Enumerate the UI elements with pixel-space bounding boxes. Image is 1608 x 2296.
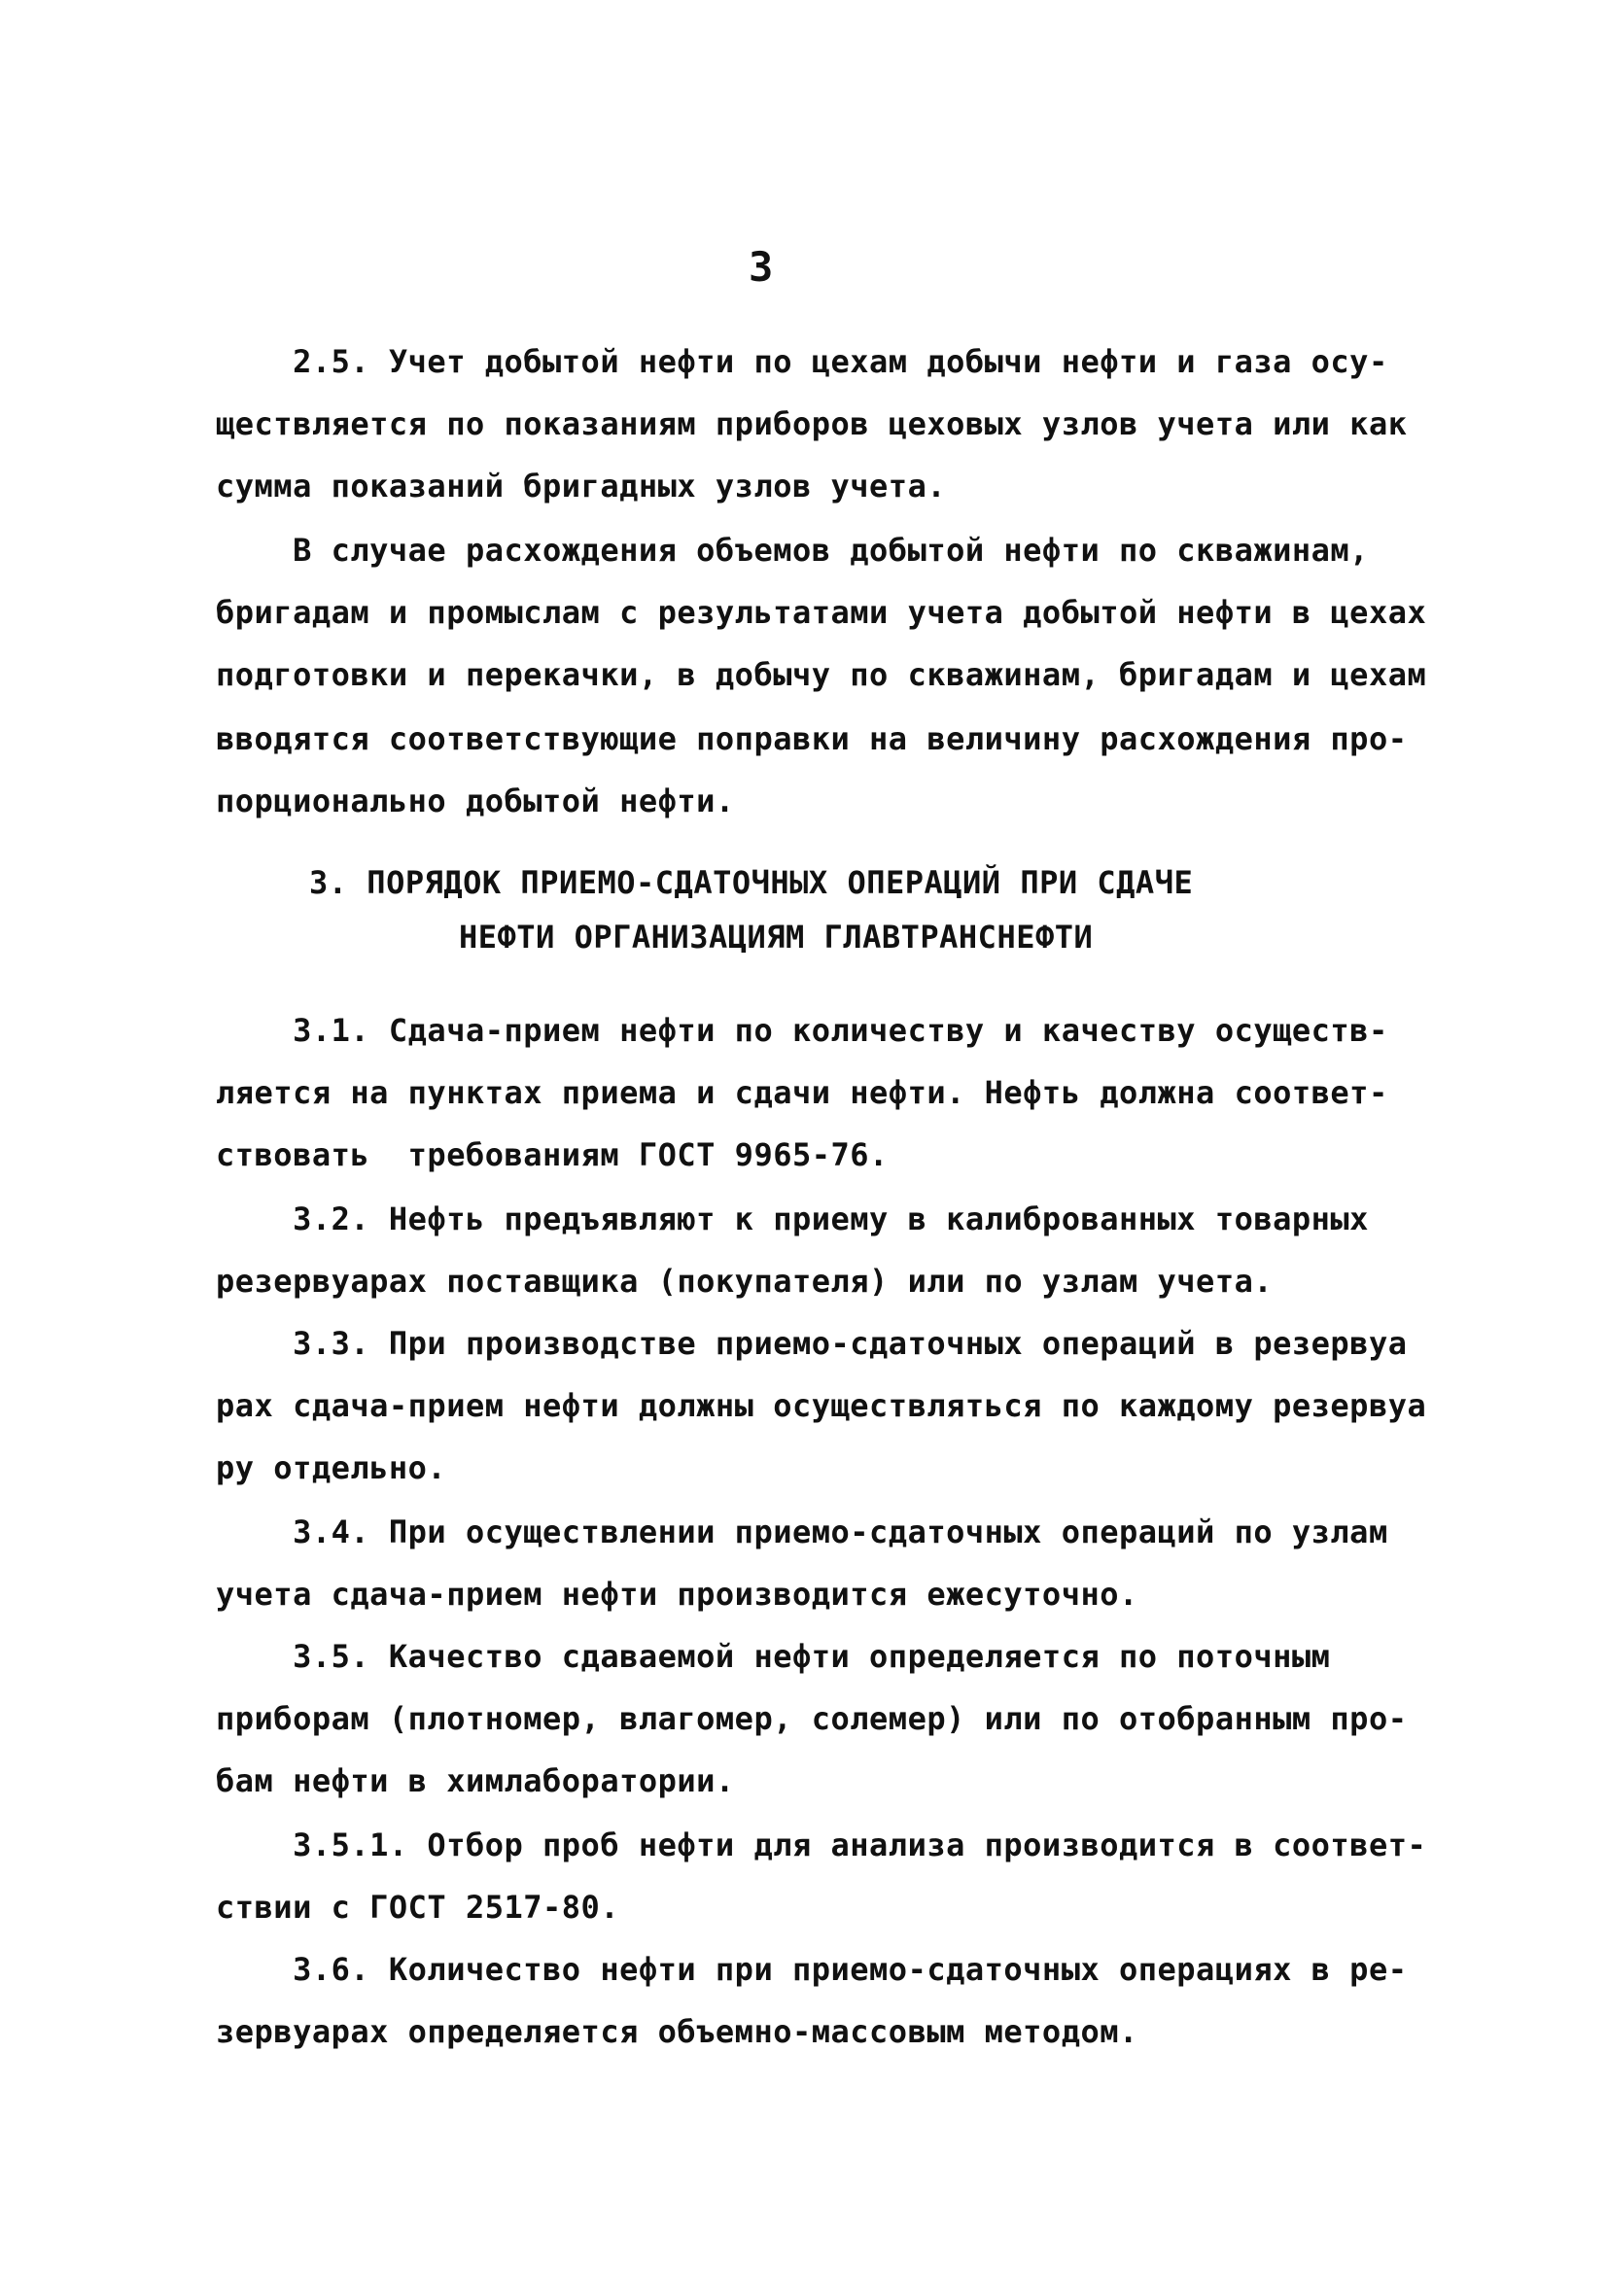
text-line: рах сдача-прием нефти должны осуществляться по каждому резервуа (216, 1387, 1427, 1424)
section-heading: 3. ПОРЯДОК ПРИЕМО-СДАТОЧНЫХ ОПЕРАЦИЙ ПРИ СДАЧЕ (309, 864, 1194, 901)
text-line: 3.1. Сдача-прием нефти по количеству и качеству осуществ- (216, 1012, 1388, 1049)
page-number: 3 (749, 243, 774, 291)
text-line: подготовки и перекачки, в добычу по скважинам, бригадам и цехам (216, 656, 1427, 693)
text-line: приборам (плотномер, влагомер, солемер) или по отобранным про- (216, 1700, 1408, 1737)
text-line: зервуарах определяется объемно-массовым методом. (216, 2013, 1138, 2050)
text-line: ствовать требованиям ГОСТ 9965-76. (216, 1136, 889, 1173)
text-line: ществляется по показаниям приборов цеховых узлов учета или как (216, 405, 1408, 442)
text-line: порционально добытой нефти. (216, 783, 735, 819)
text-line: 3.6. Количество нефти при приемо-сдаточных операциях в ре- (216, 1951, 1408, 1988)
section-heading: НЕФТИ ОРГАНИЗАЦИЯМ ГЛАВТРАНСНЕФТИ (459, 919, 1094, 956)
text-line: учета сдача-прием нефти производится ежесуточно. (216, 1576, 1138, 1613)
text-line: 3.5.1. Отбор проб нефти для анализа производится в соответ- (216, 1826, 1427, 1863)
text-line: 3.2. Нефть предъявляют к приему в калиброванных товарных (216, 1200, 1369, 1237)
text-line: резервуарах поставщика (покупателя) или по узлам учета. (216, 1263, 1274, 1300)
text-line: 3.5. Качество сдаваемой нефти определяется по поточным (216, 1638, 1331, 1675)
text-line: сумма показаний бригадных узлов учета. (216, 468, 947, 504)
text-line: 2.5. Учет добытой нефти по цехам добычи нефти и газа осу- (216, 343, 1388, 380)
text-line: вводятся соответствующие поправки на величину расхождения про- (216, 720, 1408, 757)
text-line: ляется на пунктах приема и сдачи нефти. Нефть должна соответ- (216, 1074, 1388, 1111)
text-line: ствии с ГОСТ 2517-80. (216, 1889, 620, 1926)
text-line: бам нефти в химлаборатории. (216, 1762, 735, 1799)
text-line: ру отдельно. (216, 1449, 447, 1486)
text-line: бригадам и промыслам с результатами учета добытой нефти в цехах (216, 594, 1427, 631)
text-line: 3.3. При производстве приемо-сдаточных операций в резервуа (216, 1325, 1408, 1362)
text-line: 3.4. При осуществлении приемо-сдаточных операций по узлам (216, 1513, 1388, 1550)
text-line: В случае расхождения объемов добытой нефти по скважинам, (216, 532, 1369, 569)
